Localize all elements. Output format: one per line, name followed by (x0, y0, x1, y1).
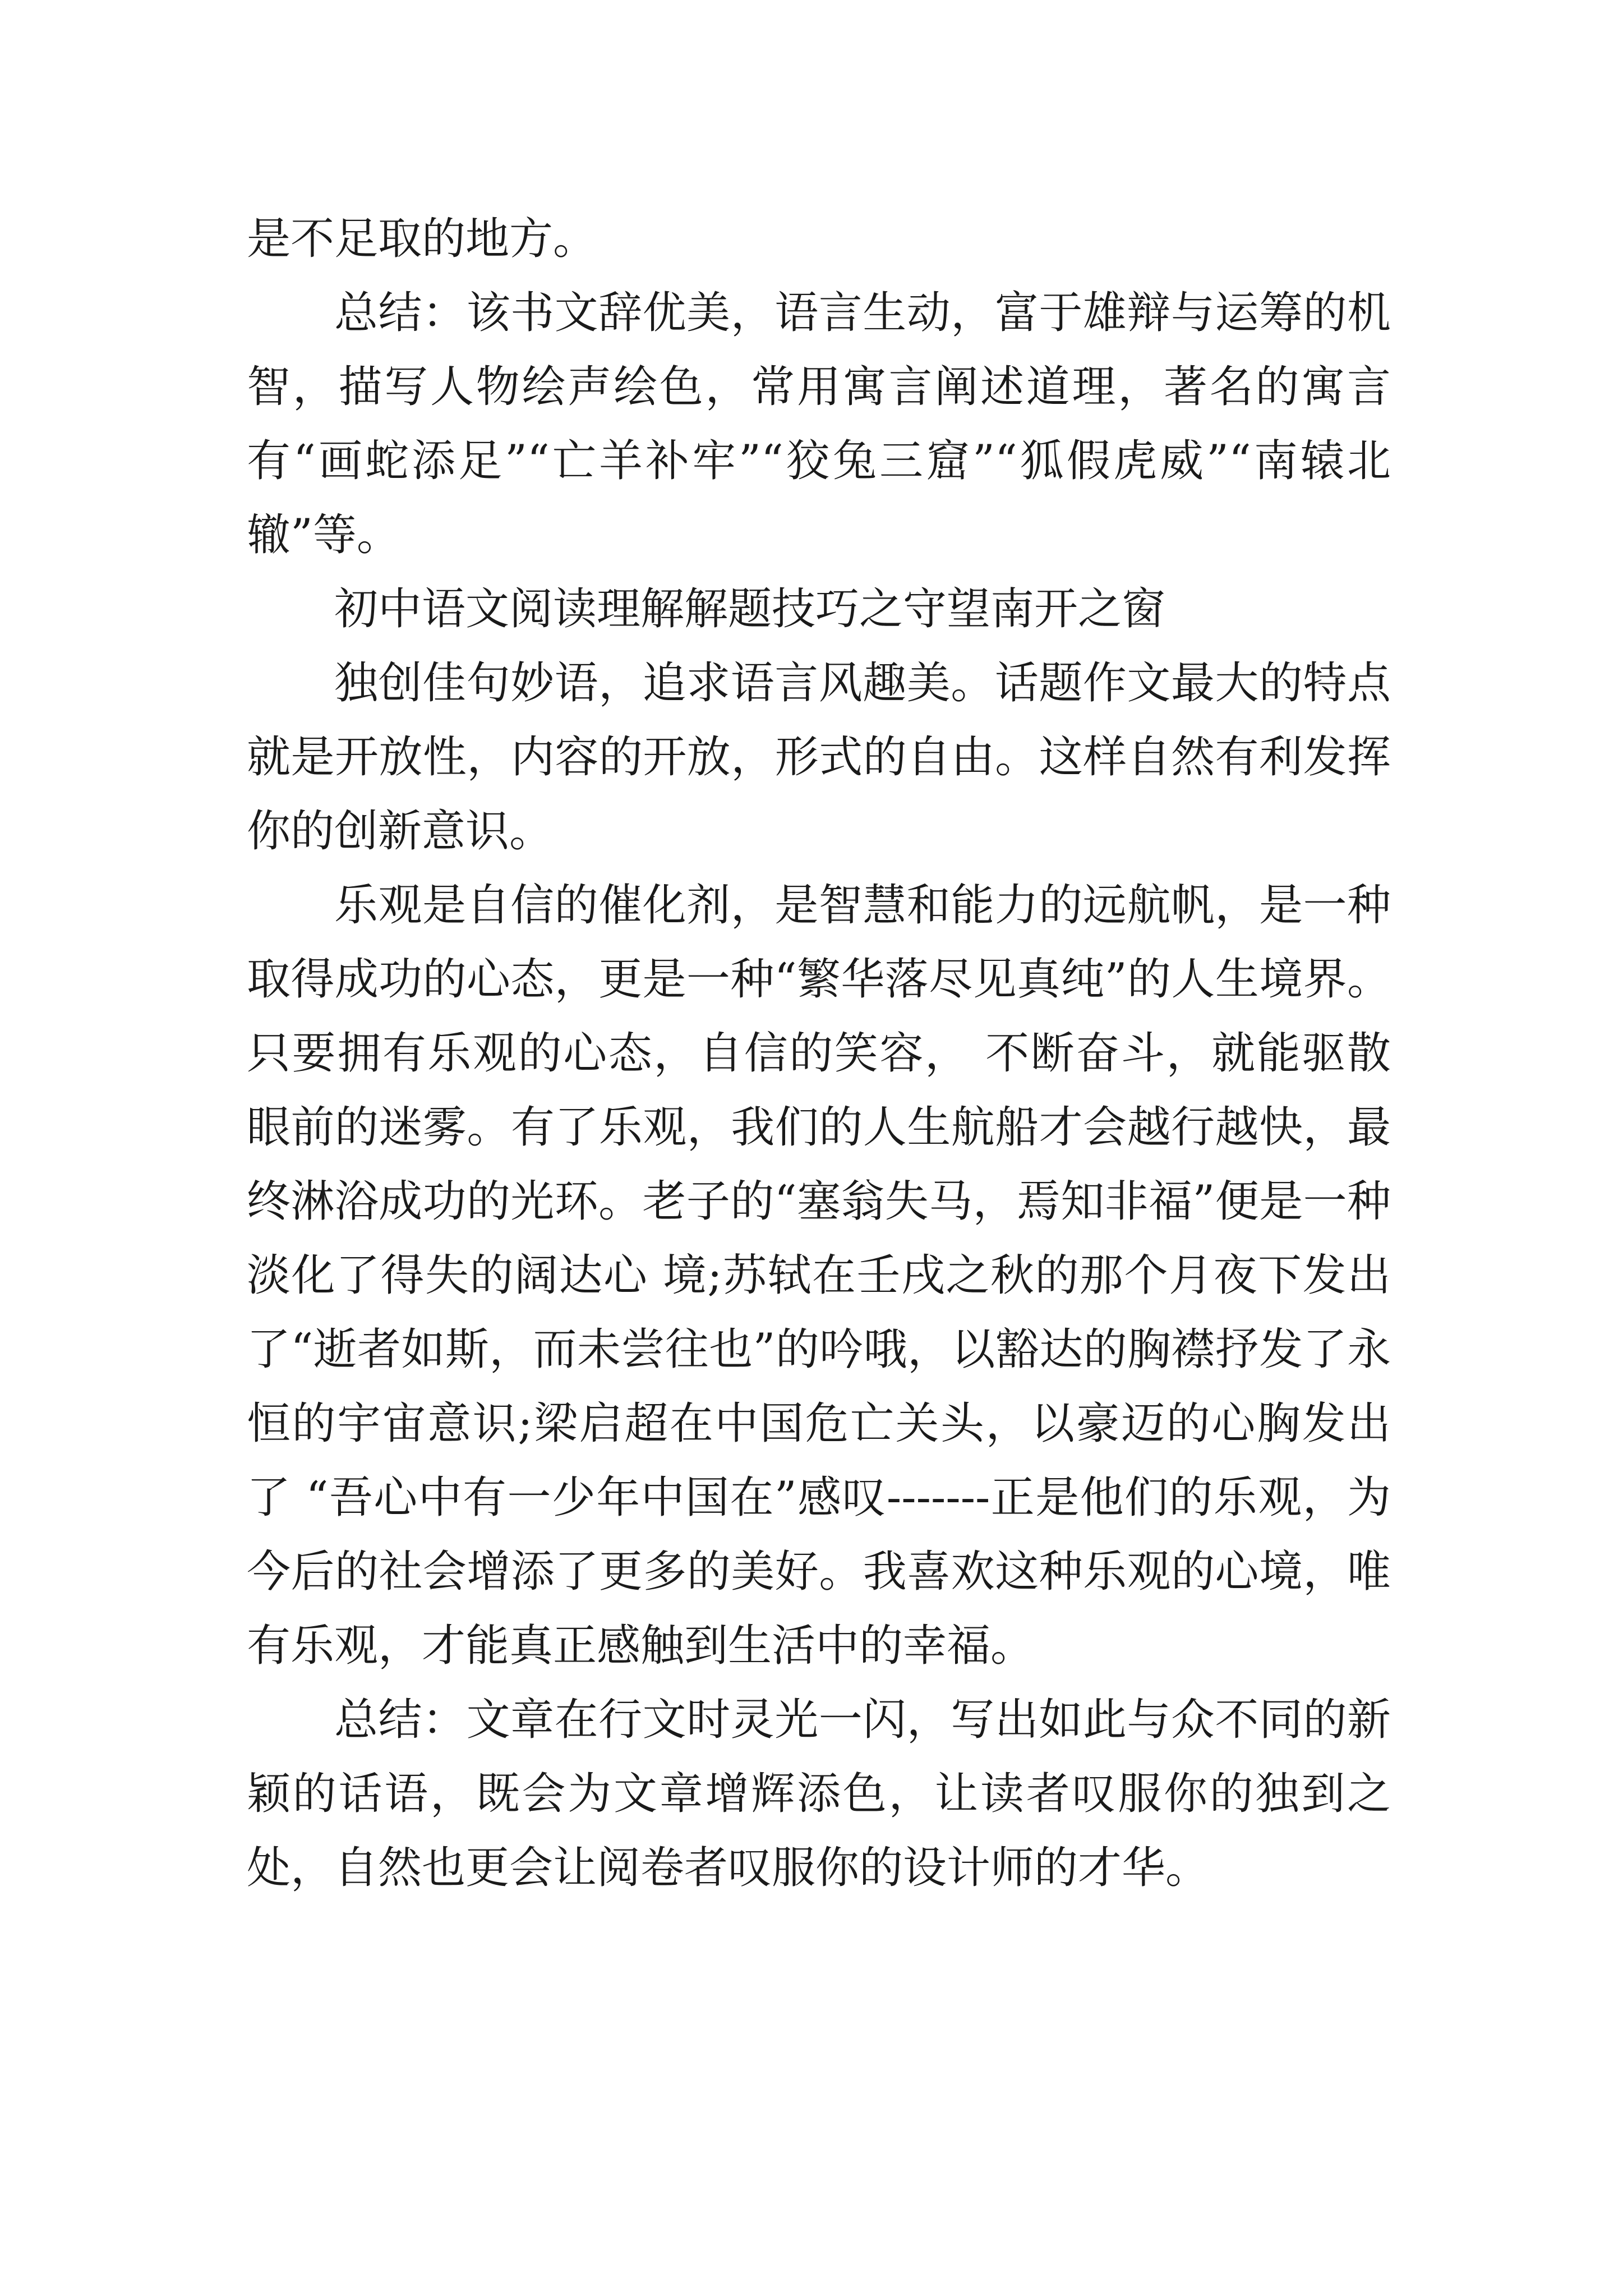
paragraph-intro: 独创佳句妙语，追求语言风趣美。话题作文最大的特点就是开放性，内容的开放，形式的自由。这样自然有利发挥你的创新意识。 (247, 658, 1391, 857)
document-body (247, 202, 1391, 1905)
section-heading: 初中语文阅读理解解题技巧之守望南开之窗 (334, 584, 1166, 634)
paragraph-continuation: 是不足取的地方。 (247, 214, 597, 264)
paragraph-summary-2: 总结：文章在行文时灵光一闪，写出如此与众不同的新颖的话语，既会为文章增辉添色，让读者叹服你的独到之处，自然也更会让阅卷者叹服你的设计师的才华。 (247, 1695, 1391, 1893)
paragraph-summary-1: 总结：该书文辞优美，语言生动，富于雄辩与运筹的机智，描写人物绘声绘色，常用寓言阐述道理，著名的寓言有“画蛇添足”“亡羊补牢”“狡兔三窟”“狐假虎威”“南辕北辙”等。 (247, 288, 1391, 560)
paragraph-example-essay: 乐观是自信的催化剂，是智慧和能力的远航帆，是一种取得成功的心态，更是一种“繁华落尽见真纯”的人生境界。只要拥有乐观的心态，自信的笑容， 不断奋斗，就能驱散眼前的迷雾。有了乐观，我们的人生航船才会越行越快，最终淋浴成功的光环。老子的“塞翁失马，焉知非福”便是一种淡化了得失的阔达心 境;苏轼在壬戌之秋的那个月夜下发出了“逝者如斯，而未尝往也”的吟哦，以豁达的胸襟抒发了永恒的宇宙意识;梁启超在中国危亡关头，以豪迈的心胸发出了 “吾心中有一少年中国在”感叹-------正是他们的乐观，为今后的社会增添了更多的美好。我喜欢这种乐观的心境，唯有乐观，才能真正感触到生活中的幸福。 (247, 880, 1391, 1671)
